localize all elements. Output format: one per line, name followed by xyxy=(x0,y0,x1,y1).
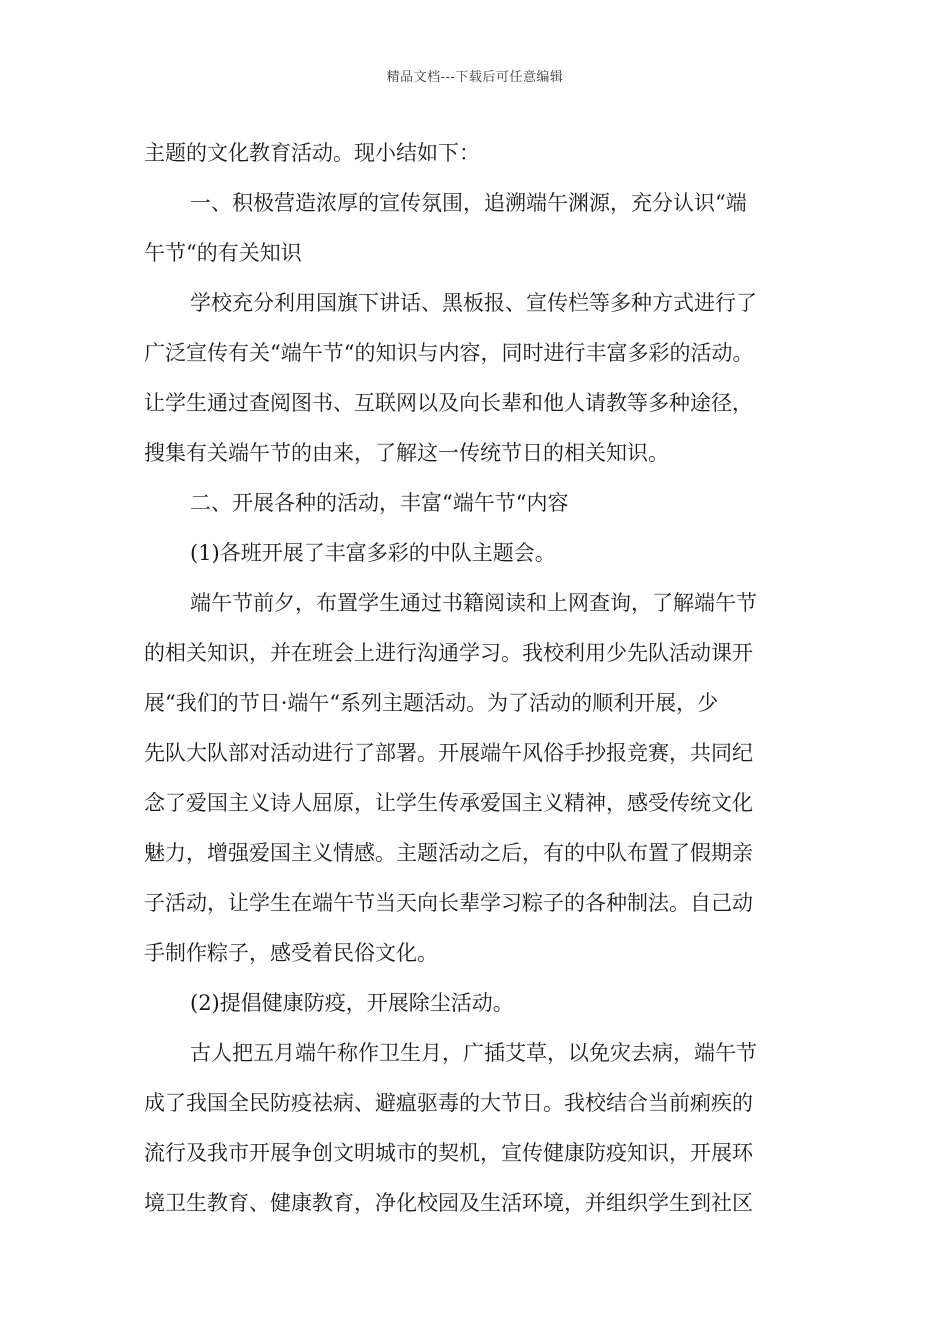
body-line: 主题的文化教育活动。现小结如下： xyxy=(144,141,480,165)
body-line: 展“我们的节日·端午“系列主题活动。为了活动的顺利开展，少 xyxy=(144,691,719,715)
body-line: 广泛宣传有关“端午节“的知识与内容，同时进行丰富多彩的活动。 xyxy=(144,341,754,365)
body-line: 古人把五月端午称作卫生月，广插艾草，以免灾去病，端午节 xyxy=(190,1041,757,1065)
body-line: 流行及我市开展争创文明城市的契机，宣传健康防疫知识，开展环 xyxy=(144,1141,753,1165)
body-line: 端午节前夕，布置学生通过书籍阅读和上网查询，了解端午节 xyxy=(190,591,757,615)
section-heading-2: 二、开展各种的活动，丰富“端午节“内容 xyxy=(190,491,569,515)
subsection-heading-1: (1)各班开展了丰富多彩的中队主题会。 xyxy=(190,541,556,565)
body-line: 魅力，增强爱国主义情感。主题活动之后，有的中队布置了假期亲 xyxy=(144,841,753,865)
body-line: 念了爱国主义诗人屈原，让学生传承爱国主义精神，感受传统文化 xyxy=(144,791,753,815)
section-heading-1: 一、积极营造浓厚的宣传氛围，追溯端午渊源，充分认识“端 xyxy=(190,191,747,215)
subsection-heading-2: (2)提倡健康防疫，开展除尘活动。 xyxy=(190,991,514,1015)
body-line: 让学生通过查阅图书、互联网以及向长辈和他人请教等多种途径， xyxy=(144,391,753,415)
body-line: 先队大队部对活动进行了部署。开展端午风俗手抄报竞赛，共同纪 xyxy=(144,741,753,765)
body-line: 手制作粽子，感受着民俗文化。 xyxy=(144,941,438,965)
body-line: 成了我国全民防疫祛病、避瘟驱毒的大节日。我校结合当前痢疾的 xyxy=(144,1091,753,1115)
document-body xyxy=(144,128,816,1228)
body-line: 午节“的有关知识 xyxy=(144,241,302,265)
body-line: 搜集有关端午节的由来，了解这一传统节日的相关知识。 xyxy=(144,441,669,465)
body-line: 境卫生教育、健康教育，净化校园及生活环境，并组织学生到社区 xyxy=(144,1191,753,1215)
body-line: 的相关知识，并在班会上进行沟通学习。我校利用少先队活动课开 xyxy=(144,641,753,665)
body-line: 学校充分利用国旗下讲话、黑板报、宣传栏等多种方式进行了 xyxy=(190,291,757,315)
body-line: 子活动，让学生在端午节当天向长辈学习粽子的各种制法。自己动 xyxy=(144,891,753,915)
page-header: 精品文档---下载后可任意编辑 xyxy=(386,70,564,85)
